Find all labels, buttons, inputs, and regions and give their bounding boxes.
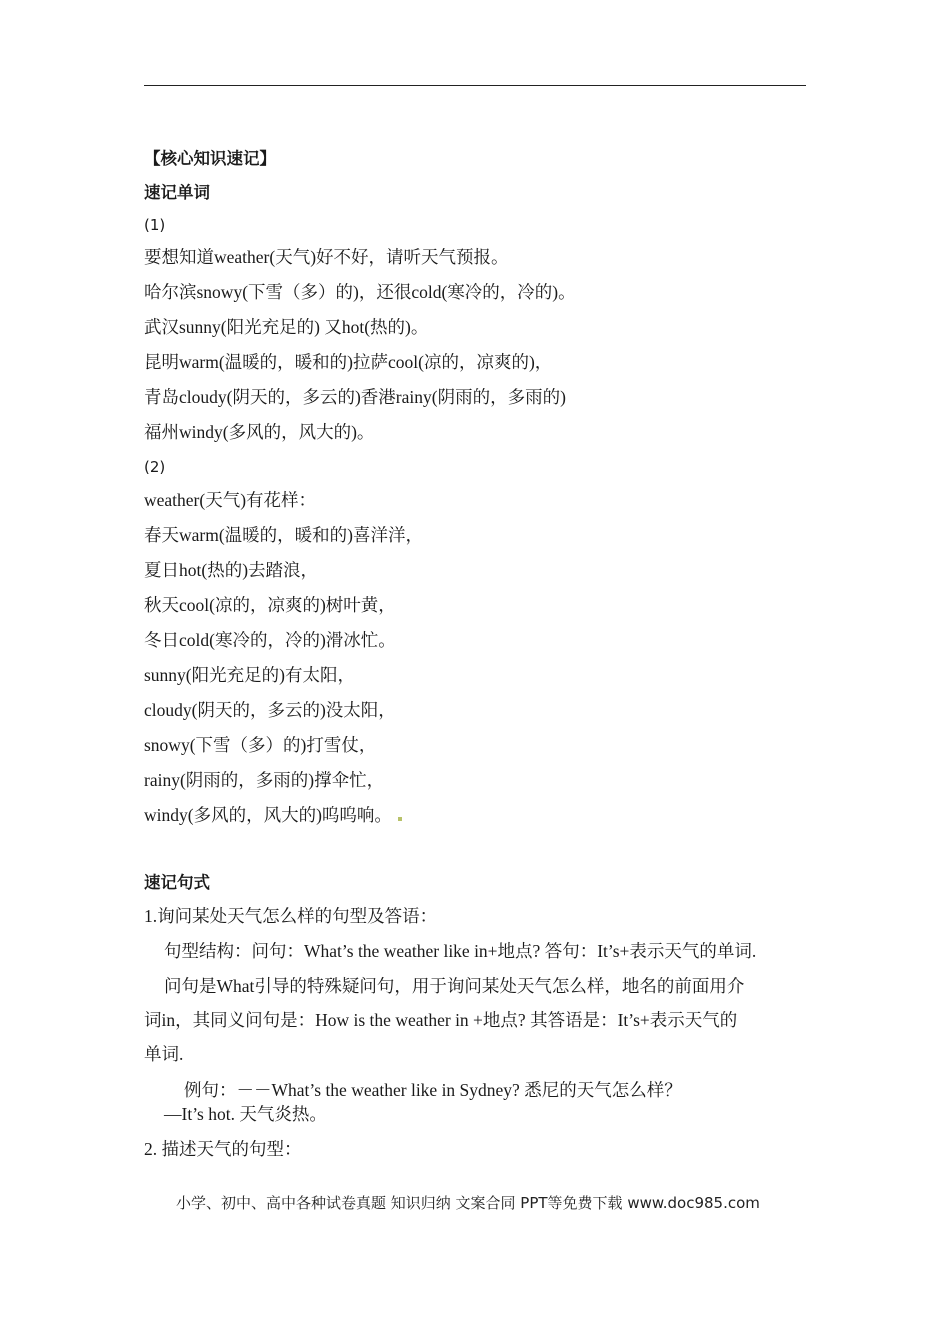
structure-line: 句型结构：问句：What’s the weather like in+地点? 答句：It’s+表示天气的单词.: [164, 941, 757, 961]
header-rule: [144, 85, 806, 86]
words-heading: 速记单词: [144, 183, 210, 202]
explain-line: 单词.: [144, 1044, 184, 1064]
example-answer: —It’s hot. 天气炎热。: [164, 1104, 327, 1124]
marker-dot: [398, 817, 402, 821]
word-line: sunny(阳光充足的)有太阳，: [144, 665, 355, 685]
part2-label: (2): [144, 458, 166, 476]
word-line: 哈尔滨snowy(下雪（多）的)，还很cold(寒冷的，冷的)。: [144, 282, 576, 302]
section-title: 【核心知识速记】: [144, 149, 276, 168]
footer-text: 小学、初中、高中各种试卷真题 知识归纳 文案合同 PPT等免费下载 www.doc985.com: [176, 1194, 760, 1212]
word-line: 青岛cloudy(阴天的，多云的)香港rainy(阴雨的，多雨的): [144, 387, 566, 407]
item1-title: 1.询问某处天气怎么样的句型及答语：: [144, 906, 438, 926]
word-line: cloudy(阴天的，多云的)没太阳，: [144, 700, 396, 720]
word-line: 夏日hot(热的)去踏浪，: [144, 560, 319, 580]
word-line: 武汉sunny(阳光充足的) 又hot(热的)。: [144, 317, 429, 337]
part1-label: (1): [144, 216, 166, 234]
word-line: 秋天cool(凉的，凉爽的)树叶黄，: [144, 595, 396, 615]
explain-line: 问句是What引导的特殊疑问句，用于询问某处天气怎么样，地名的前面用介: [164, 976, 745, 996]
item2-title: 2. 描述天气的句型：: [144, 1139, 302, 1159]
word-line: snowy(下雪（多）的)打雪仗，: [144, 735, 377, 755]
explain-line: 词in，其同义问句是：How is the weather in +地点? 其答语是：It’s+表示天气的: [144, 1010, 738, 1030]
word-line-text: windy(多风的，风大的)呜呜响。: [144, 805, 392, 825]
word-line-last: [144, 807, 402, 825]
example-question: 例句：－－What’s the weather like in Sydney? 悉尼的天气怎么样？: [184, 1080, 682, 1100]
word-line: weather(天气)有花样：: [144, 490, 317, 510]
word-line: 福州windy(多风的，风大的)。: [144, 422, 375, 442]
word-line: 冬日cold(寒冷的，冷的)滑冰忙。: [144, 630, 396, 650]
word-line: 昆明warm(温暖的，暖和的)拉萨cool(凉的，凉爽的)，: [144, 352, 553, 372]
sentences-heading: 速记句式: [144, 873, 210, 892]
word-line: 要想知道weather(天气)好不好，请听天气预报。: [144, 247, 509, 267]
word-line: rainy(阴雨的，多雨的)撑伞忙，: [144, 770, 385, 790]
word-line: 春天warm(温暖的，暖和的)喜洋洋，: [144, 525, 423, 545]
